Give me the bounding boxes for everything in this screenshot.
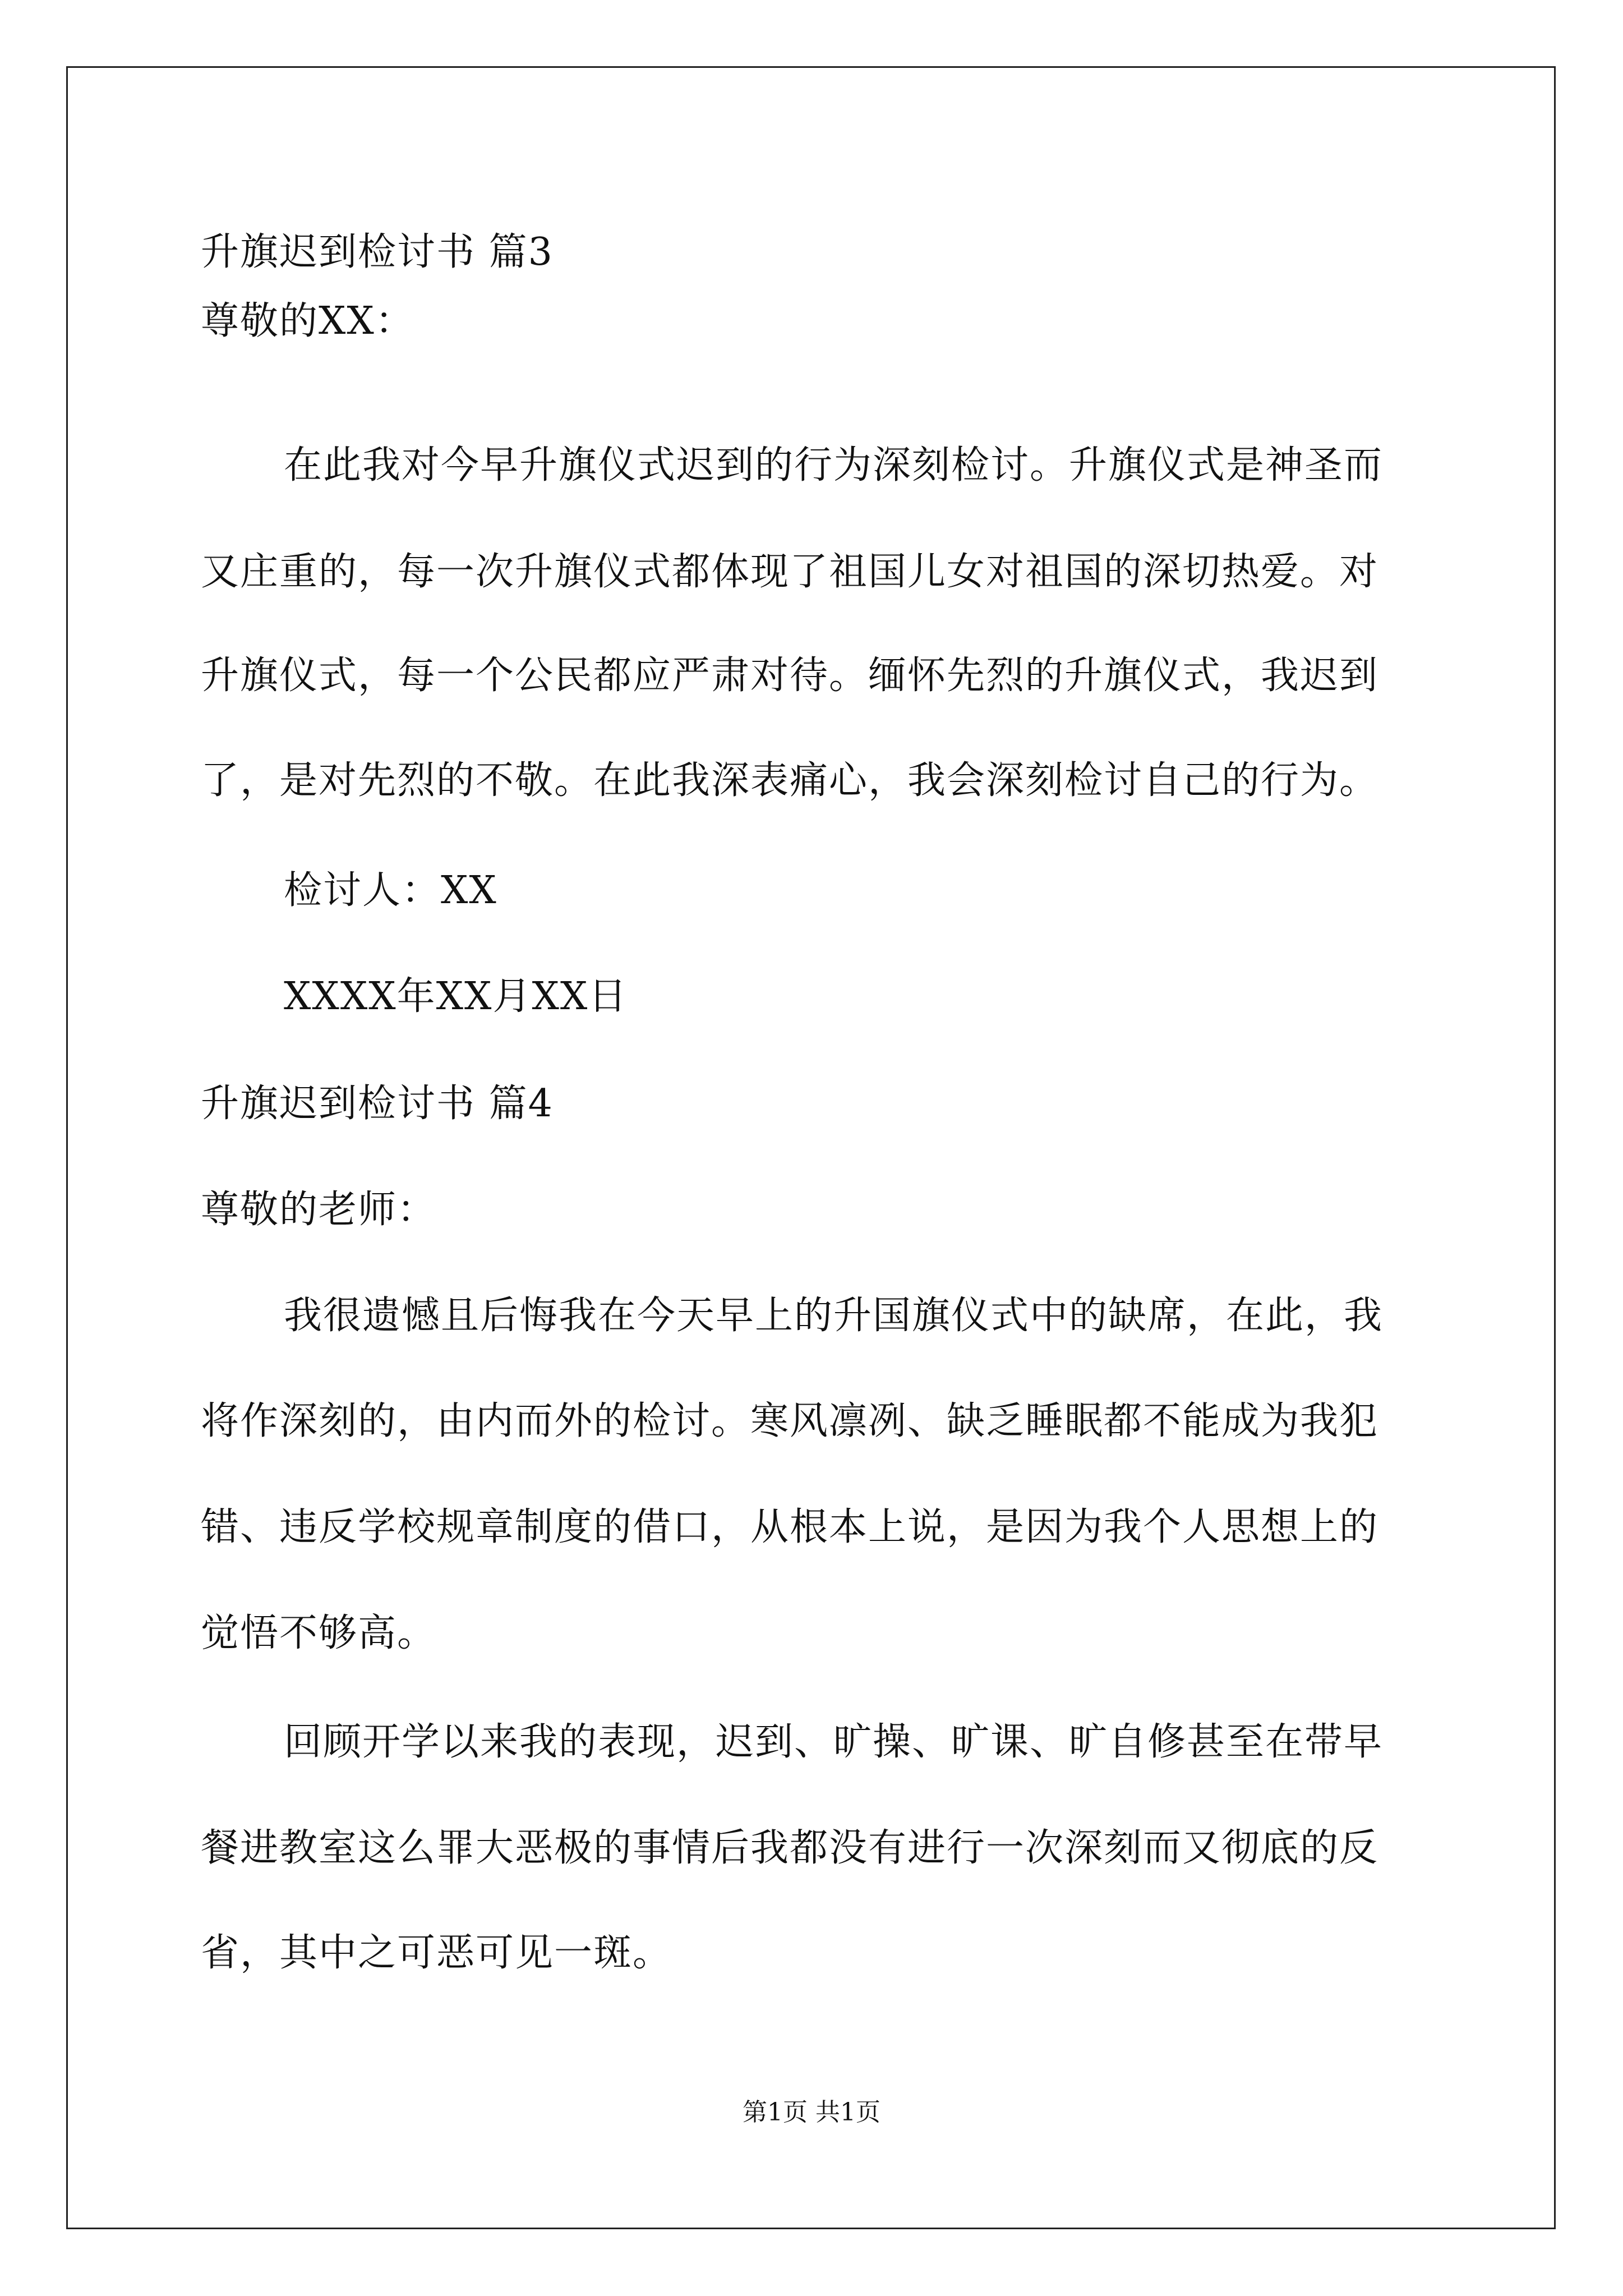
- section-3-paragraph-line: 在此我对今早升旗仪式迟到的行为深刻检讨。升旗仪式是神圣而: [284, 443, 1384, 487]
- section-3-paragraph-line: 了，是对先烈的不敬。在此我深表痛心，我会深刻检讨自己的行为。: [201, 758, 1379, 803]
- page-border: [66, 66, 1556, 2229]
- section-3-paragraph-line: 又庄重的，每一次升旗仪式都体现了祖国儿女对祖国的深切热爱。对: [201, 550, 1379, 594]
- section-4-salutation: 尊敬的老师：: [201, 1188, 437, 1232]
- section-4-paragraph-line: 我很遗憾且后悔我在今天早上的升国旗仪式中的缺席，在此，我: [284, 1294, 1384, 1338]
- section-4-paragraph-2-line: 省，其中之可恶可见一斑。: [201, 1931, 672, 1975]
- section-4-title: 升旗迟到检讨书 篇4: [201, 1082, 554, 1126]
- section-4-paragraph-line: 错、违反学校规章制度的借口，从根本上说，是因为我个人思想上的: [201, 1505, 1379, 1549]
- section-4-paragraph-2-line: 餐进教室这么罪大恶极的事情后我都没有进行一次深刻而又彻底的反: [201, 1826, 1379, 1870]
- section-4-paragraph-2-line: 回顾开学以来我的表现，迟到、旷操、旷课、旷自修甚至在带早: [284, 1720, 1384, 1764]
- section-3-signer: 检讨人：XX: [284, 868, 497, 913]
- section-4-paragraph-line: 觉悟不够高。: [201, 1611, 437, 1655]
- section-3-paragraph-line: 升旗仪式，每一个公民都应严肃对待。缅怀先烈的升旗仪式，我迟到: [201, 654, 1379, 698]
- page-footer: 第1页 共1页: [743, 2098, 880, 2127]
- section-4-paragraph-line: 将作深刻的，由内而外的检讨。寒风凛冽、缺乏睡眠都不能成为我犯: [201, 1399, 1379, 1443]
- section-3-date: XXXX年XX月XX日: [284, 974, 628, 1019]
- section-3-title: 升旗迟到检讨书 篇3: [201, 230, 554, 274]
- section-3-salutation: 尊敬的XX：: [201, 299, 414, 343]
